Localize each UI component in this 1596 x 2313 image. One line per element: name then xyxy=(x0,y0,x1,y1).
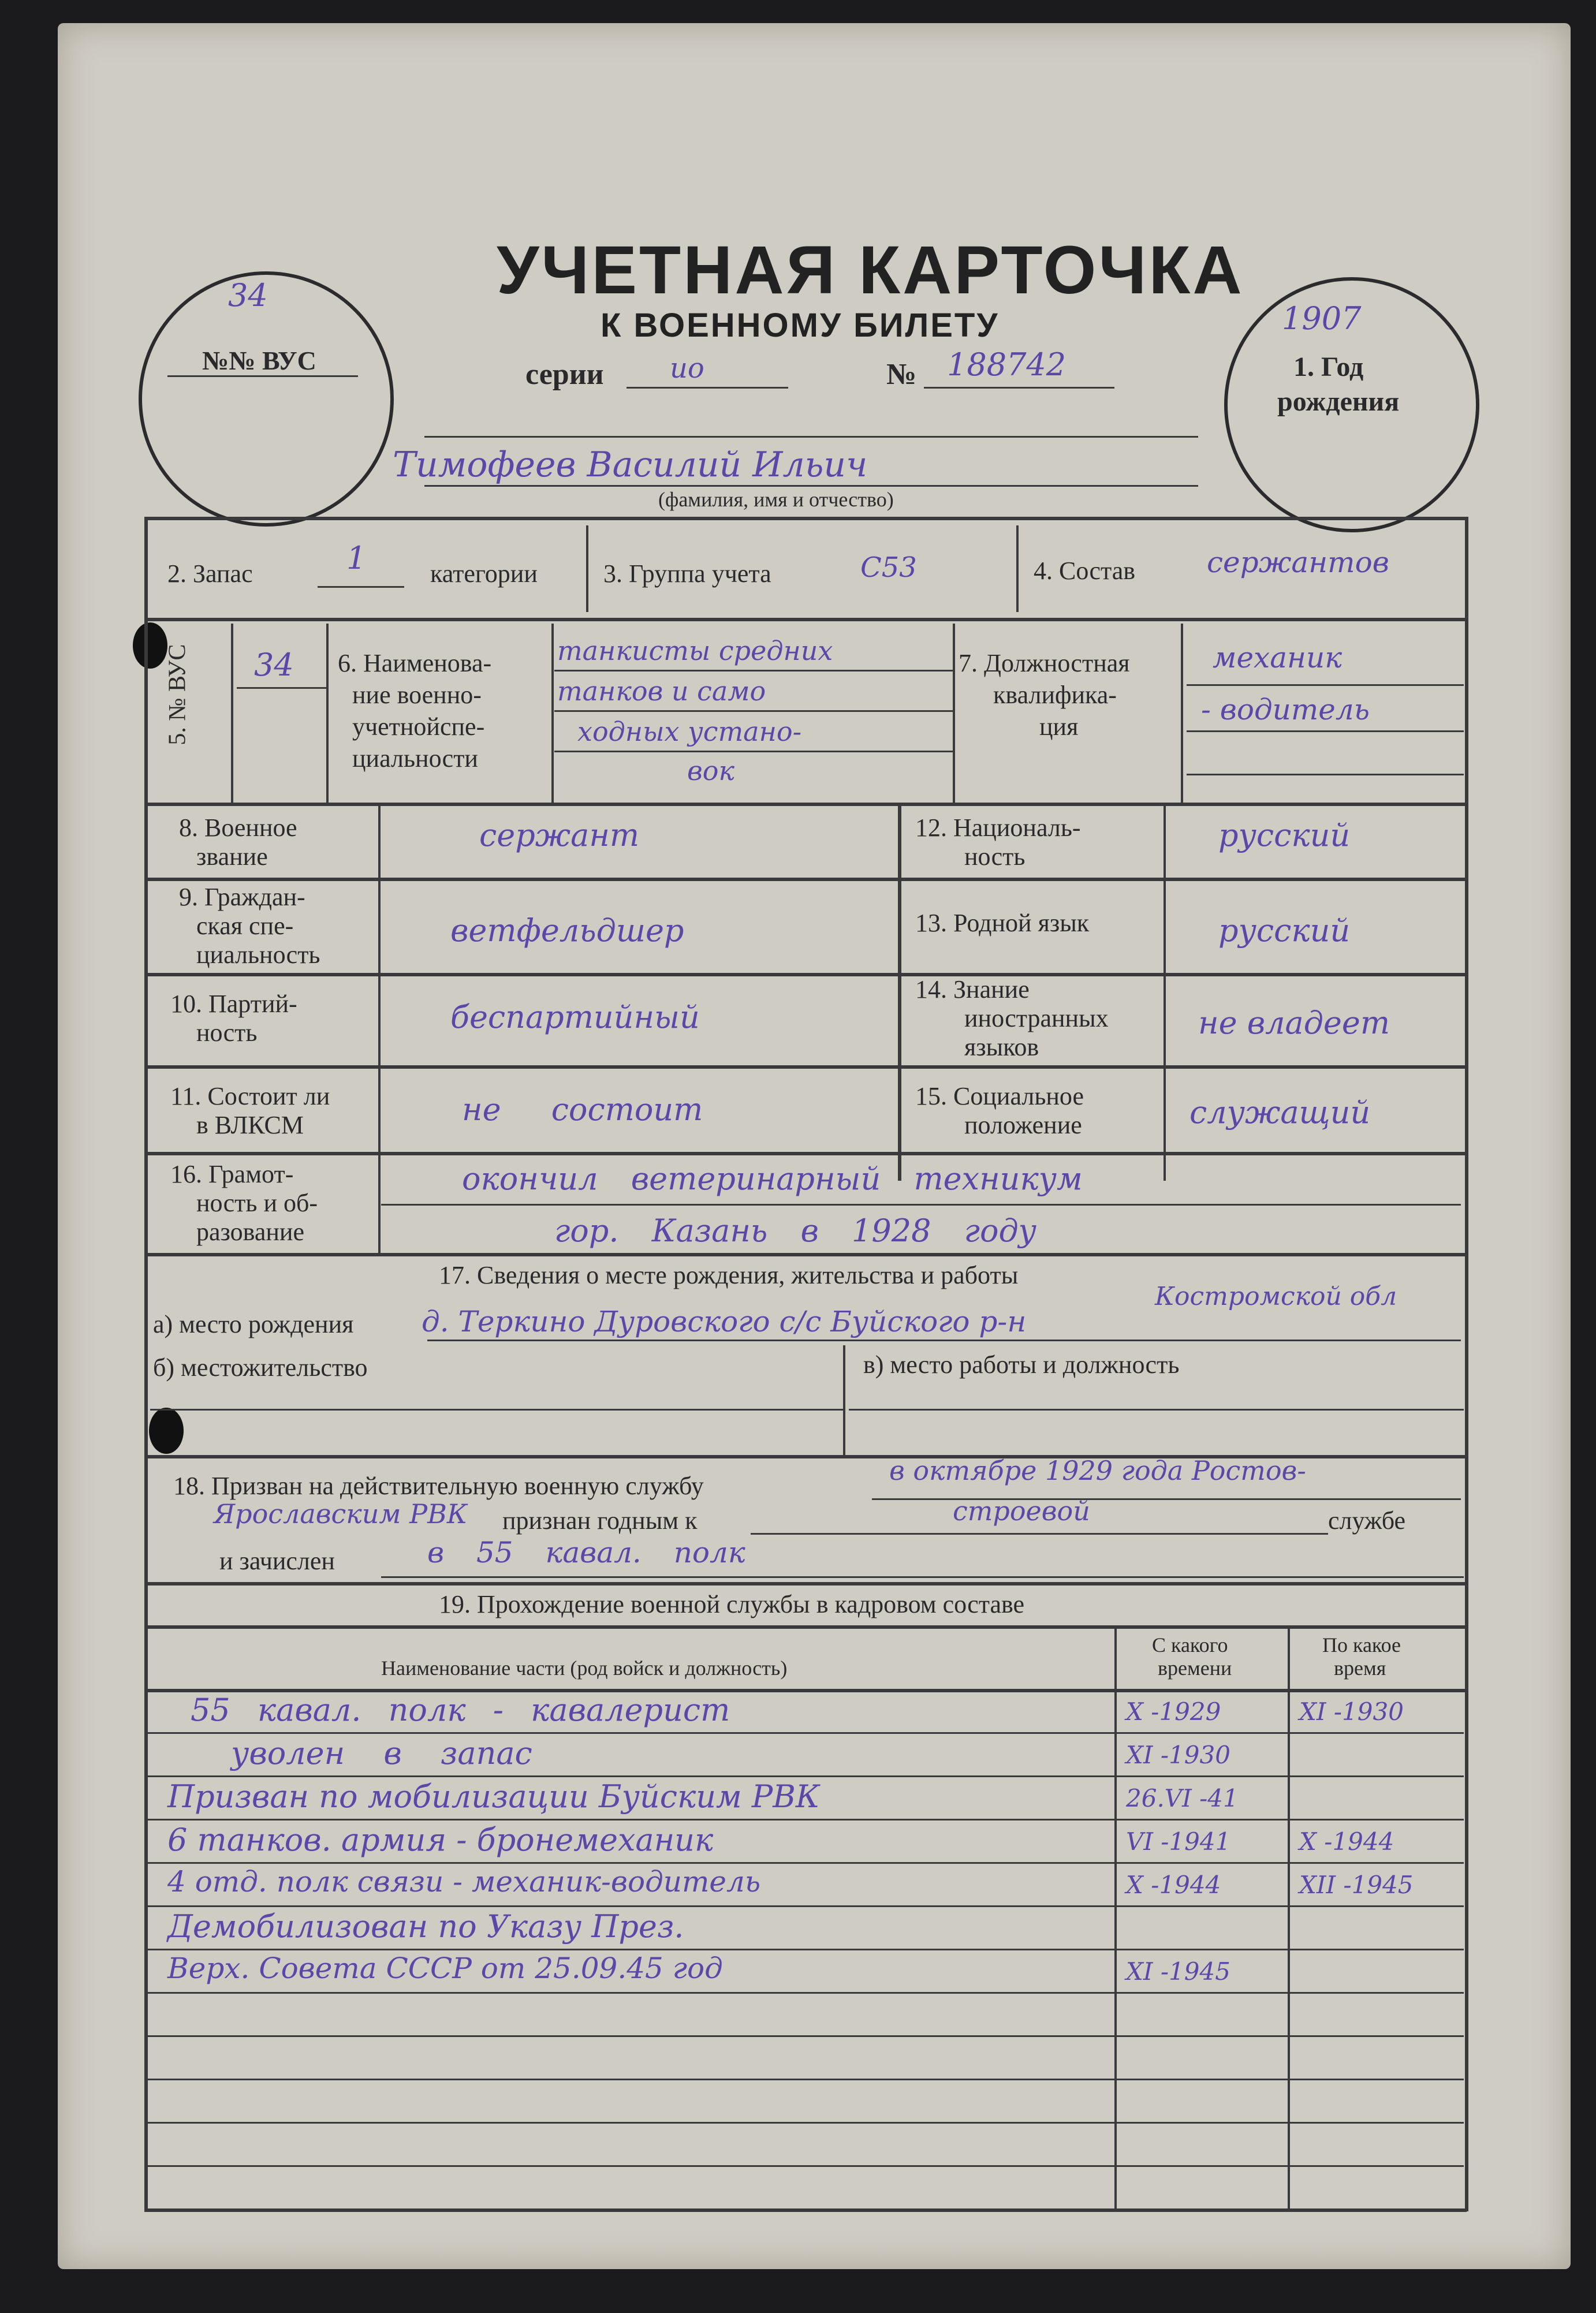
table-border-right xyxy=(1465,517,1468,2211)
position-label-1: 7. Должностная xyxy=(959,649,1130,677)
education-label-1: 16. Грамот- xyxy=(170,1160,294,1188)
divider xyxy=(953,624,955,803)
year-value: 1907 xyxy=(1282,300,1362,337)
table-rule xyxy=(147,1732,1464,1734)
table-rule xyxy=(147,1992,1464,1994)
education-value-2: гор. Казань в 1928 году xyxy=(554,1213,1036,1249)
row-from: VI -1941 xyxy=(1126,1827,1231,1856)
table-rule xyxy=(147,1905,1464,1907)
nationality-label-1: 12. Националь- xyxy=(915,814,1081,842)
section18-label-3b: и зачислен xyxy=(219,1547,335,1575)
birthplace-value-2: Костромской обл xyxy=(1155,1282,1397,1311)
position-value-2: - водитель xyxy=(1201,693,1370,726)
row-from: X -1944 xyxy=(1126,1871,1221,1899)
position-label-3: ция xyxy=(1039,712,1079,741)
row-unit: 6 танков. армия - бронемеханик xyxy=(167,1822,714,1858)
section18-value-1: в октябре 1929 года Ростов- xyxy=(889,1455,1306,1486)
specialty-label-1: 6. Наименова- xyxy=(338,649,492,677)
rank-label-1: 8. Военное xyxy=(179,814,297,842)
divider xyxy=(231,624,233,803)
civil-label-1: 9. Граждан- xyxy=(179,883,305,911)
year-label-1: 1. Год xyxy=(1293,352,1364,382)
position-label-2: квалифика- xyxy=(993,681,1117,709)
specialty-line xyxy=(554,670,953,671)
composition-value: сержантов xyxy=(1207,546,1389,579)
nationality-label-2: ность xyxy=(964,842,1026,871)
divider xyxy=(898,805,901,1181)
vlksm-label-1: 11. Состоит ли xyxy=(170,1082,330,1110)
row-unit: Призван по мобилизации Буйским РВК xyxy=(167,1778,820,1815)
specialty-line xyxy=(554,751,953,752)
position-line xyxy=(1187,684,1464,686)
social-label-1: 15. Социальное xyxy=(915,1082,1084,1110)
education-label-3: разование xyxy=(196,1218,304,1246)
row-divider xyxy=(144,1253,1467,1256)
specialty-value-2: танков и само xyxy=(557,676,766,707)
language-value: русский xyxy=(1218,912,1351,949)
vus-side-label: 5. № ВУС xyxy=(164,644,191,745)
divider xyxy=(1181,624,1183,803)
divider xyxy=(378,805,381,1181)
specialty-label-3: учетнойспе- xyxy=(352,712,485,741)
specialty-label-2: ние военно- xyxy=(352,681,482,709)
birthplace-value: д. Теркино Дуровского с/с Буйского р-н xyxy=(422,1305,1027,1338)
reserve-value: 1 xyxy=(346,540,367,576)
vlksm-label-2: в ВЛКСМ xyxy=(196,1111,304,1139)
residence-line xyxy=(150,1409,843,1411)
birthplace-line xyxy=(427,1340,1461,1341)
table-rule xyxy=(147,2122,1464,2124)
section18-line xyxy=(751,1533,1328,1535)
row-divider xyxy=(144,1582,1467,1585)
divider xyxy=(1164,805,1166,1181)
section18-line xyxy=(381,1576,1464,1578)
position-line xyxy=(1187,774,1464,775)
name-line xyxy=(424,485,1198,487)
row-divider xyxy=(144,1065,1467,1069)
row-divider xyxy=(144,973,1467,976)
number-line xyxy=(924,387,1114,389)
section19-heading: 19. Прохождение военной службы в кадровом составе xyxy=(439,1590,1025,1618)
section18-value-1b: Ярославским РВК xyxy=(214,1498,468,1529)
civil-value: ветфельдшер xyxy=(450,912,684,949)
row-unit: 55 кавал. полк - кавалерист xyxy=(191,1692,730,1728)
section18-label-2: признан годным к xyxy=(502,1506,698,1535)
col-to-header-1: По какое xyxy=(1322,1633,1401,1657)
divider xyxy=(326,624,329,803)
name-caption: (фамилия, имя и отчество) xyxy=(658,488,894,511)
year-label-2: рождения xyxy=(1277,386,1400,417)
table-rule xyxy=(147,1949,1464,1950)
table-rule xyxy=(147,1862,1464,1864)
table-rule xyxy=(147,1775,1464,1777)
divider xyxy=(586,525,588,612)
punch-hole xyxy=(149,1408,184,1454)
col-from-header-1: С какого xyxy=(1152,1633,1228,1657)
row-divider xyxy=(144,1152,1467,1155)
section18-value-2: строевой xyxy=(953,1495,1090,1527)
registration-card xyxy=(58,23,1571,2269)
vus-value: 34 xyxy=(228,277,268,314)
row-from: X -1929 xyxy=(1126,1698,1221,1726)
row-to: XII -1945 xyxy=(1299,1871,1414,1899)
table-rule xyxy=(147,1819,1464,1820)
vus-label: №№ ВУС xyxy=(202,346,316,375)
foreign-label-3: языков xyxy=(964,1033,1039,1061)
table-rule xyxy=(147,2079,1464,2080)
series-line xyxy=(627,387,788,389)
position-value-1: механик xyxy=(1213,641,1343,674)
card-title: УЧЕТНАЯ КАРТОЧКА xyxy=(497,232,1244,308)
name-line-top xyxy=(424,436,1198,438)
civil-label-2: ская спе- xyxy=(196,912,294,940)
number-value: 188742 xyxy=(947,346,1067,383)
divider xyxy=(843,1345,845,1455)
row-to: X -1944 xyxy=(1299,1827,1394,1856)
vus-side-value: 34 xyxy=(254,647,294,683)
party-value: беспартийный xyxy=(450,999,700,1035)
section18-label-1: 18. Призван на действительную военную службу xyxy=(173,1472,704,1500)
row-to: XI -1930 xyxy=(1299,1698,1404,1726)
row-from: XI -1945 xyxy=(1126,1957,1230,1986)
foreign-value: не владеет xyxy=(1198,1005,1390,1041)
col-unit-header: Наименование части (род войск и должность) xyxy=(381,1657,788,1680)
social-value: служащий xyxy=(1189,1094,1371,1131)
position-line xyxy=(1187,730,1464,732)
table-border-top xyxy=(144,517,1467,520)
group-value: С53 xyxy=(860,551,917,584)
specialty-value-3: ходных устано- xyxy=(577,716,802,747)
section17-heading: 17. Сведения о месте рождения, жительства и работы xyxy=(439,1261,1019,1289)
specialty-line xyxy=(554,710,953,712)
rank-label-2: звание xyxy=(196,842,268,871)
rank-value: сержант xyxy=(479,817,640,853)
col-from-header-2: времени xyxy=(1158,1657,1232,1680)
language-label: 13. Родной язык xyxy=(915,909,1090,937)
table-rule xyxy=(147,2035,1464,2037)
table-border-bottom xyxy=(144,2208,1467,2212)
row-unit: Верх. Совета СССР от 25.09.45 год xyxy=(167,1952,723,1985)
group-label: 3. Группа учета xyxy=(603,559,771,588)
row-unit: 4 отд. полк связи - механик-водитель xyxy=(167,1865,761,1898)
row-divider xyxy=(144,878,1467,881)
vus-value-line xyxy=(237,687,326,689)
divider xyxy=(551,624,554,803)
residence-label: б) местожительство xyxy=(153,1353,368,1382)
vlksm-value: не состоит xyxy=(462,1091,703,1128)
series-label: серии xyxy=(525,358,604,391)
foreign-label-1: 14. Знание xyxy=(915,975,1030,1003)
row-unit: уволен в запас xyxy=(231,1735,532,1771)
divider xyxy=(378,1155,381,1253)
series-value: ио xyxy=(670,352,704,385)
col-to-header-2: время xyxy=(1334,1657,1386,1680)
work-line xyxy=(849,1409,1464,1411)
table-rule xyxy=(147,2165,1464,2167)
row-divider xyxy=(144,618,1467,621)
row-divider xyxy=(144,1625,1467,1629)
party-label-2: ность xyxy=(196,1019,258,1047)
education-line xyxy=(381,1204,1461,1206)
reserve-label: 2. Запас xyxy=(167,559,253,588)
reserve-suffix: категории xyxy=(430,559,538,588)
reserve-line xyxy=(318,586,404,588)
divider xyxy=(1016,525,1019,612)
punch-hole xyxy=(133,622,167,669)
row-unit: Демобилизован по Указу През. xyxy=(167,1908,684,1945)
education-value-1: окончил ветеринарный техникум xyxy=(462,1161,1083,1197)
vus-underline xyxy=(167,375,358,377)
row-from: XI -1930 xyxy=(1126,1741,1230,1769)
specialty-value-4: вок xyxy=(687,755,734,786)
party-label-1: 10. Партий- xyxy=(170,990,297,1018)
birthplace-label: а) место рождения xyxy=(153,1310,354,1338)
specialty-label-4: циальности xyxy=(352,744,478,773)
full-name: Тимофеев Василий Ильич xyxy=(393,445,868,485)
row-from: 26.VI -41 xyxy=(1126,1784,1239,1812)
composition-label: 4. Состав xyxy=(1034,557,1136,585)
specialty-value-1: танкисты средних xyxy=(557,635,833,666)
social-label-2: положение xyxy=(964,1111,1082,1139)
row-divider xyxy=(144,803,1467,806)
section18-label-2-suffix: службе xyxy=(1328,1506,1406,1535)
education-label-2: ность и об- xyxy=(196,1189,318,1217)
card-subtitle: К ВОЕННОМУ БИЛЕТУ xyxy=(601,307,1000,344)
foreign-label-2: иностранных xyxy=(964,1004,1109,1032)
section18-value-3: в 55 кавал. полк xyxy=(427,1536,745,1569)
table-border-left xyxy=(144,517,148,2211)
civil-label-3: циальность xyxy=(196,941,320,969)
nationality-value: русский xyxy=(1218,817,1351,853)
work-label: в) место работы и должность xyxy=(863,1351,1180,1379)
number-label: № xyxy=(886,358,917,391)
